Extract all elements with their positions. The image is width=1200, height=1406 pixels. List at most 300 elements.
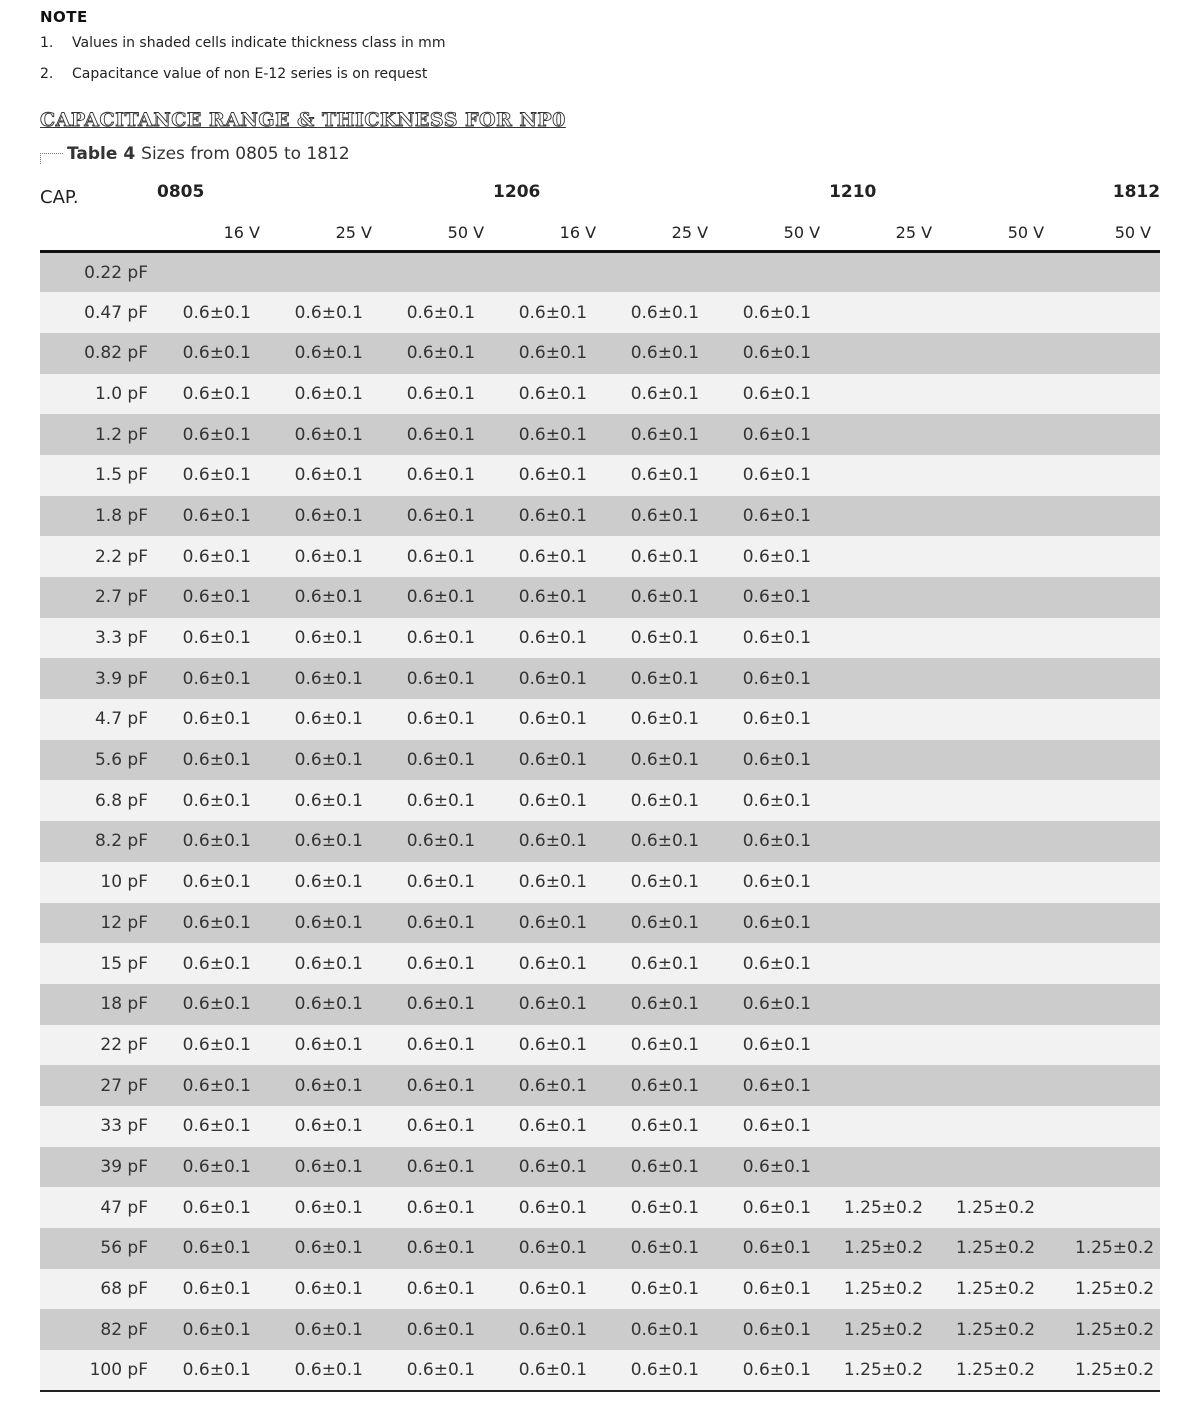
- thickness-cell: [269, 252, 381, 293]
- cap-value: 18 pF: [100, 994, 148, 1015]
- thickness-cell: 0.6±0.1: [406, 872, 476, 893]
- thickness-cell: [829, 333, 941, 374]
- thickness-cell: [829, 292, 941, 333]
- size-header-1812: 1812: [1112, 182, 1161, 202]
- cap-value: 33 pF: [100, 1116, 148, 1137]
- thickness-cell: 0.6±0.1: [182, 1075, 251, 1096]
- thickness-cell: 0.6±0.1: [630, 424, 700, 445]
- size-header-1210: 1210: [829, 182, 877, 202]
- thickness-cell: 0.6±0.1: [742, 790, 812, 811]
- thickness-cell: 0.6±0.1: [742, 994, 812, 1015]
- table-row: [40, 374, 1160, 415]
- thickness-cell: 0.6±0.1: [630, 546, 700, 567]
- voltage-header: 50 V: [381, 214, 493, 252]
- thickness-cell: [157, 252, 269, 293]
- thickness-cell: 0.6±0.1: [518, 1116, 588, 1137]
- thickness-cell: 1.25±0.2: [1074, 1319, 1155, 1340]
- thickness-cell: 0.6±0.1: [742, 546, 812, 567]
- thickness-cell: 0.6±0.1: [630, 505, 700, 526]
- thickness-cell: [829, 1106, 941, 1147]
- thickness-cell: [829, 821, 941, 862]
- voltage-header-row: [40, 214, 1160, 252]
- thickness-cell: [829, 536, 941, 577]
- thickness-cell: 0.6±0.1: [518, 912, 588, 933]
- size-header-row: [40, 170, 1160, 214]
- cap-value: 0.22 pF: [84, 262, 148, 283]
- thickness-cell: [941, 862, 1053, 903]
- thickness-cell: 0.6±0.1: [157, 1350, 269, 1391]
- capacitance-table: [40, 170, 1160, 1392]
- thickness-cell: 0.6±0.1: [294, 750, 363, 771]
- thickness-cell: 0.6±0.1: [742, 302, 812, 323]
- thickness-cell: [829, 1147, 941, 1188]
- thickness-cell: 1.25±0.2: [1074, 1279, 1155, 1300]
- thickness-cell: 0.6±0.1: [294, 628, 363, 649]
- thickness-cell: [829, 780, 941, 821]
- cap-value: 0.47 pF: [84, 302, 148, 323]
- thickness-cell: [1053, 658, 1160, 699]
- thickness-cell: 0.6±0.1: [294, 302, 363, 323]
- voltage-header: 16 V: [157, 214, 269, 252]
- thickness-cell: 0.6±0.1: [742, 1319, 812, 1340]
- voltage-header: 50 V: [941, 214, 1053, 252]
- caption-bracket-icon: [40, 153, 63, 164]
- table-row: [40, 496, 1160, 537]
- thickness-cell: 0.6±0.1: [518, 750, 588, 771]
- thickness-cell: 0.6±0.1: [742, 1156, 812, 1177]
- thickness-cell: 0.6±0.1: [406, 302, 476, 323]
- thickness-cell: 0.6±0.1: [182, 383, 251, 404]
- thickness-cell: 0.6±0.1: [518, 1075, 588, 1096]
- thickness-cell: 0.6±0.1: [630, 1156, 700, 1177]
- thickness-cell: 0.6±0.1: [518, 587, 588, 608]
- caption-label: Table 4: [67, 144, 136, 164]
- cap-value: 4.7 pF: [94, 709, 148, 730]
- thickness-cell: 0.6±0.1: [294, 1279, 363, 1300]
- thickness-cell: 0.6±0.1: [182, 750, 251, 771]
- voltage-header: 25 V: [605, 214, 717, 252]
- thickness-cell: 0.6±0.1: [630, 1075, 700, 1096]
- thickness-cell: 0.6±0.1: [605, 1350, 717, 1391]
- cap-value: 2.7 pF: [94, 587, 148, 608]
- table-row: [40, 1106, 1160, 1147]
- table-row: [40, 252, 1160, 293]
- cap-value: 82 pF: [100, 1319, 148, 1340]
- table-row: [40, 455, 1160, 496]
- thickness-cell: 0.6±0.1: [742, 912, 812, 933]
- cap-value: 3.3 pF: [94, 628, 148, 649]
- thickness-cell: 0.6±0.1: [630, 953, 700, 974]
- thickness-cell: [829, 903, 941, 944]
- thickness-cell: 0.6±0.1: [406, 505, 476, 526]
- thickness-cell: [941, 1106, 1053, 1147]
- thickness-cell: 0.6±0.1: [518, 953, 588, 974]
- thickness-cell: [829, 943, 941, 984]
- table-row: [40, 536, 1160, 577]
- thickness-cell: [829, 658, 941, 699]
- thickness-cell: 0.6±0.1: [182, 1279, 251, 1300]
- cap-value: 56 pF: [100, 1238, 148, 1259]
- cap-value: 1.5 pF: [94, 465, 148, 486]
- thickness-cell: 0.6±0.1: [518, 505, 588, 526]
- thickness-cell: 0.6±0.1: [294, 587, 363, 608]
- thickness-cell: [717, 252, 829, 293]
- thickness-cell: 0.6±0.1: [742, 750, 812, 771]
- thickness-cell: 0.6±0.1: [630, 587, 700, 608]
- thickness-cell: 0.6±0.1: [518, 994, 588, 1015]
- thickness-cell: 0.6±0.1: [518, 628, 588, 649]
- cap-value: 100 pF: [40, 1350, 157, 1391]
- thickness-cell: 0.6±0.1: [742, 383, 812, 404]
- thickness-cell: 1.25±0.2: [843, 1319, 924, 1340]
- table-row: [40, 1350, 1160, 1391]
- thickness-cell: 1.25±0.2: [843, 1279, 924, 1300]
- thickness-cell: 0.6±0.1: [182, 709, 251, 730]
- thickness-cell: 0.6±0.1: [742, 831, 812, 852]
- thickness-cell: 0.6±0.1: [182, 912, 251, 933]
- thickness-cell: 0.6±0.1: [406, 587, 476, 608]
- thickness-cell: 0.6±0.1: [742, 1279, 812, 1300]
- table-row: [40, 699, 1160, 740]
- thickness-cell: [1053, 1187, 1160, 1228]
- thickness-cell: 0.6±0.1: [518, 1034, 588, 1055]
- thickness-cell: [829, 618, 941, 659]
- thickness-cell: 0.6±0.1: [406, 1279, 476, 1300]
- caption-text: Sizes from 0805 to 1812: [141, 144, 350, 164]
- thickness-cell: [941, 658, 1053, 699]
- thickness-cell: [941, 618, 1053, 659]
- note-text: Capacitance value of non E-12 series is on request: [72, 66, 428, 82]
- thickness-cell: 0.6±0.1: [182, 831, 251, 852]
- thickness-cell: 0.6±0.1: [742, 1116, 812, 1137]
- thickness-cell: 0.6±0.1: [742, 505, 812, 526]
- thickness-cell: [1053, 1106, 1160, 1147]
- thickness-cell: 0.6±0.1: [630, 628, 700, 649]
- thickness-cell: 0.6±0.1: [406, 1197, 476, 1218]
- thickness-cell: 0.6±0.1: [742, 668, 812, 689]
- thickness-cell: 0.6±0.1: [406, 994, 476, 1015]
- thickness-cell: [1053, 577, 1160, 618]
- thickness-cell: 0.6±0.1: [294, 953, 363, 974]
- table-row: [40, 862, 1160, 903]
- thickness-cell: 0.6±0.1: [294, 1238, 363, 1259]
- thickness-cell: 0.6±0.1: [182, 1238, 251, 1259]
- thickness-cell: 0.6±0.1: [518, 831, 588, 852]
- thickness-cell: 0.6±0.1: [406, 383, 476, 404]
- thickness-cell: [1053, 455, 1160, 496]
- thickness-cell: 0.6±0.1: [182, 1197, 251, 1218]
- table-row: [40, 1187, 1160, 1228]
- thickness-cell: [1053, 903, 1160, 944]
- thickness-cell: 0.6±0.1: [518, 343, 588, 364]
- thickness-cell: 0.6±0.1: [406, 465, 476, 486]
- thickness-cell: 0.6±0.1: [294, 505, 363, 526]
- thickness-cell: 0.6±0.1: [406, 953, 476, 974]
- thickness-cell: 0.6±0.1: [742, 1034, 812, 1055]
- thickness-cell: [829, 740, 941, 781]
- thickness-cell: 0.6±0.1: [630, 994, 700, 1015]
- thickness-cell: 0.6±0.1: [518, 1156, 588, 1177]
- thickness-cell: 0.6±0.1: [182, 465, 251, 486]
- thickness-cell: 0.6±0.1: [294, 831, 363, 852]
- thickness-cell: 0.6±0.1: [294, 424, 363, 445]
- thickness-cell: [941, 1065, 1053, 1106]
- thickness-cell: 0.6±0.1: [182, 505, 251, 526]
- thickness-cell: 0.6±0.1: [182, 1116, 251, 1137]
- table-caption: [40, 144, 350, 164]
- thickness-cell: [1053, 292, 1160, 333]
- thickness-cell: 0.6±0.1: [294, 994, 363, 1015]
- table-row: [40, 618, 1160, 659]
- thickness-cell: 1.25±0.2: [955, 1319, 1036, 1340]
- thickness-cell: [1053, 1065, 1160, 1106]
- thickness-cell: 0.6±0.1: [630, 709, 700, 730]
- thickness-cell: 0.6±0.1: [742, 628, 812, 649]
- thickness-cell: [941, 252, 1053, 293]
- thickness-cell: 0.6±0.1: [294, 1075, 363, 1096]
- cap-value: 10 pF: [100, 872, 148, 893]
- thickness-cell: 0.6±0.1: [294, 465, 363, 486]
- table-body: [40, 252, 1160, 1391]
- thickness-cell: 0.6±0.1: [182, 953, 251, 974]
- cap-value: 1.0 pF: [94, 383, 148, 404]
- thickness-cell: 0.6±0.1: [182, 790, 251, 811]
- thickness-cell: 0.6±0.1: [182, 994, 251, 1015]
- thickness-cell: 0.6±0.1: [182, 546, 251, 567]
- thickness-cell: [1053, 740, 1160, 781]
- thickness-cell: [829, 414, 941, 455]
- thickness-cell: 0.6±0.1: [294, 872, 363, 893]
- thickness-cell: 0.6±0.1: [294, 1034, 363, 1055]
- thickness-cell: 0.6±0.1: [406, 628, 476, 649]
- thickness-cell: 0.6±0.1: [630, 1319, 700, 1340]
- thickness-cell: [941, 455, 1053, 496]
- thickness-cell: 1.25±0.2: [1074, 1238, 1155, 1259]
- thickness-cell: [941, 903, 1053, 944]
- thickness-cell: 0.6±0.1: [630, 383, 700, 404]
- cap-value: 15 pF: [100, 953, 148, 974]
- voltage-header: 25 V: [269, 214, 381, 252]
- table-row: [40, 414, 1160, 455]
- thickness-cell: [829, 699, 941, 740]
- thickness-cell: 0.6±0.1: [406, 1319, 476, 1340]
- thickness-cell: [605, 252, 717, 293]
- table-row: [40, 658, 1160, 699]
- thickness-cell: 0.6±0.1: [518, 709, 588, 730]
- thickness-cell: 0.6±0.1: [182, 1034, 251, 1055]
- thickness-cell: 0.6±0.1: [406, 546, 476, 567]
- thickness-cell: [829, 496, 941, 537]
- table-row: [40, 780, 1160, 821]
- table-row: [40, 1269, 1160, 1310]
- thickness-cell: 0.6±0.1: [742, 343, 812, 364]
- thickness-cell: 0.6±0.1: [630, 1034, 700, 1055]
- thickness-cell: 0.6±0.1: [518, 546, 588, 567]
- thickness-cell: 0.6±0.1: [630, 1116, 700, 1137]
- section-title: CAPACITANCE RANGE & THICKNESS FOR NP0: [40, 109, 566, 131]
- thickness-cell: 0.6±0.1: [717, 1350, 829, 1391]
- thickness-cell: 0.6±0.1: [630, 912, 700, 933]
- thickness-cell: 0.6±0.1: [518, 383, 588, 404]
- thickness-cell: 0.6±0.1: [493, 1350, 605, 1391]
- thickness-cell: 0.6±0.1: [630, 750, 700, 771]
- thickness-cell: [1053, 1025, 1160, 1066]
- cap-value: 2.2 pF: [94, 546, 148, 567]
- thickness-cell: 0.6±0.1: [630, 668, 700, 689]
- thickness-cell: [1053, 984, 1160, 1025]
- thickness-cell: [1053, 821, 1160, 862]
- thickness-cell: [941, 1025, 1053, 1066]
- thickness-cell: 0.6±0.1: [630, 831, 700, 852]
- thickness-cell: 0.6±0.1: [630, 790, 700, 811]
- cap-value: 39 pF: [100, 1156, 148, 1177]
- thickness-cell: 0.6±0.1: [182, 628, 251, 649]
- thickness-cell: 0.6±0.1: [406, 668, 476, 689]
- thickness-cell: 0.6±0.1: [294, 546, 363, 567]
- thickness-cell: 0.6±0.1: [294, 912, 363, 933]
- thickness-cell: 0.6±0.1: [182, 668, 251, 689]
- thickness-cell: 0.6±0.1: [742, 872, 812, 893]
- thickness-cell: [829, 577, 941, 618]
- thickness-cell: [941, 414, 1053, 455]
- thickness-cell: 0.6±0.1: [518, 1319, 588, 1340]
- thickness-cell: [1053, 333, 1160, 374]
- thickness-cell: 0.6±0.1: [294, 709, 363, 730]
- thickness-cell: [1053, 496, 1160, 537]
- cap-value: 1.8 pF: [94, 505, 148, 526]
- thickness-cell: [941, 577, 1053, 618]
- thickness-cell: [381, 252, 493, 293]
- thickness-cell: [941, 740, 1053, 781]
- thickness-cell: 0.6±0.1: [406, 1156, 476, 1177]
- thickness-cell: 0.6±0.1: [269, 1350, 381, 1391]
- cap-value: 47 pF: [100, 1197, 148, 1218]
- cap-value: 27 pF: [100, 1075, 148, 1096]
- thickness-cell: 1.25±0.2: [941, 1350, 1053, 1391]
- thickness-cell: 0.6±0.1: [406, 424, 476, 445]
- thickness-cell: 0.6±0.1: [406, 1116, 476, 1137]
- cap-value: 68 pF: [100, 1279, 148, 1300]
- thickness-cell: [1053, 1147, 1160, 1188]
- table-row: [40, 1147, 1160, 1188]
- thickness-cell: 1.25±0.2: [843, 1238, 924, 1259]
- voltage-header: 50 V: [1053, 214, 1160, 252]
- thickness-cell: 0.6±0.1: [742, 424, 812, 445]
- cap-value: 6.8 pF: [94, 790, 148, 811]
- thickness-cell: 0.6±0.1: [294, 1156, 363, 1177]
- thickness-cell: [829, 862, 941, 903]
- thickness-cell: 0.6±0.1: [630, 302, 700, 323]
- thickness-cell: 0.6±0.1: [294, 383, 363, 404]
- thickness-cell: 0.6±0.1: [182, 343, 251, 364]
- thickness-cell: 0.6±0.1: [294, 343, 363, 364]
- thickness-cell: 0.6±0.1: [518, 1238, 588, 1259]
- cap-value: 0.82 pF: [84, 343, 148, 364]
- cap-value: 3.9 pF: [94, 668, 148, 689]
- thickness-cell: 0.6±0.1: [182, 872, 251, 893]
- table-row: [40, 1065, 1160, 1106]
- table-row: [40, 821, 1160, 862]
- size-header-0805: 0805: [157, 182, 205, 202]
- thickness-cell: 0.6±0.1: [518, 302, 588, 323]
- note-title: NOTE: [40, 8, 88, 26]
- thickness-cell: [941, 780, 1053, 821]
- note-text: Values in shaded cells indicate thickness class in mm: [72, 35, 446, 51]
- thickness-cell: 0.6±0.1: [630, 465, 700, 486]
- note-number: 1.: [40, 35, 54, 51]
- thickness-cell: [1053, 374, 1160, 415]
- thickness-cell: [829, 1065, 941, 1106]
- table-row: [40, 903, 1160, 944]
- thickness-cell: [493, 252, 605, 293]
- thickness-cell: [941, 333, 1053, 374]
- thickness-cell: 0.6±0.1: [406, 1238, 476, 1259]
- thickness-cell: [941, 984, 1053, 1025]
- thickness-cell: [1053, 414, 1160, 455]
- voltage-header: 25 V: [829, 214, 941, 252]
- thickness-cell: 1.25±0.2: [955, 1197, 1036, 1218]
- thickness-cell: 0.6±0.1: [294, 790, 363, 811]
- thickness-cell: [1053, 943, 1160, 984]
- thickness-cell: 0.6±0.1: [406, 831, 476, 852]
- thickness-cell: 0.6±0.1: [406, 912, 476, 933]
- table-row: [40, 1309, 1160, 1350]
- thickness-cell: 0.6±0.1: [518, 872, 588, 893]
- cap-value: 5.6 pF: [94, 750, 148, 771]
- thickness-cell: 0.6±0.1: [630, 343, 700, 364]
- table-row: [40, 1025, 1160, 1066]
- thickness-cell: [941, 536, 1053, 577]
- thickness-cell: [1053, 780, 1160, 821]
- thickness-cell: [829, 374, 941, 415]
- thickness-cell: [941, 292, 1053, 333]
- thickness-cell: 0.6±0.1: [294, 1116, 363, 1137]
- table-row: [40, 577, 1160, 618]
- table-row: [40, 943, 1160, 984]
- thickness-cell: 0.6±0.1: [406, 1075, 476, 1096]
- cap-header: CAP.: [40, 186, 79, 208]
- cap-value: 8.2 pF: [94, 831, 148, 852]
- thickness-cell: 0.6±0.1: [742, 1075, 812, 1096]
- thickness-cell: 0.6±0.1: [406, 343, 476, 364]
- thickness-cell: [829, 1025, 941, 1066]
- thickness-cell: 1.25±0.2: [955, 1279, 1036, 1300]
- thickness-cell: 1.25±0.2: [955, 1238, 1036, 1259]
- thickness-cell: [1053, 536, 1160, 577]
- thickness-cell: 0.6±0.1: [406, 709, 476, 730]
- thickness-cell: 0.6±0.1: [630, 872, 700, 893]
- note-block: [40, 6, 445, 90]
- thickness-cell: 0.6±0.1: [294, 1319, 363, 1340]
- thickness-cell: 0.6±0.1: [518, 668, 588, 689]
- thickness-cell: [941, 821, 1053, 862]
- thickness-cell: 0.6±0.1: [742, 587, 812, 608]
- thickness-cell: [1053, 618, 1160, 659]
- thickness-cell: [829, 455, 941, 496]
- voltage-header-blank: [40, 214, 157, 252]
- thickness-cell: [1053, 862, 1160, 903]
- note-item: [40, 28, 445, 59]
- thickness-cell: 0.6±0.1: [518, 1197, 588, 1218]
- thickness-cell: 0.6±0.1: [630, 1279, 700, 1300]
- thickness-cell: [1053, 252, 1160, 293]
- thickness-cell: 0.6±0.1: [742, 1197, 812, 1218]
- thickness-cell: [941, 1147, 1053, 1188]
- thickness-cell: 0.6±0.1: [381, 1350, 493, 1391]
- thickness-cell: 1.25±0.2: [843, 1197, 924, 1218]
- thickness-cell: 0.6±0.1: [406, 750, 476, 771]
- thickness-cell: 0.6±0.1: [182, 1319, 251, 1340]
